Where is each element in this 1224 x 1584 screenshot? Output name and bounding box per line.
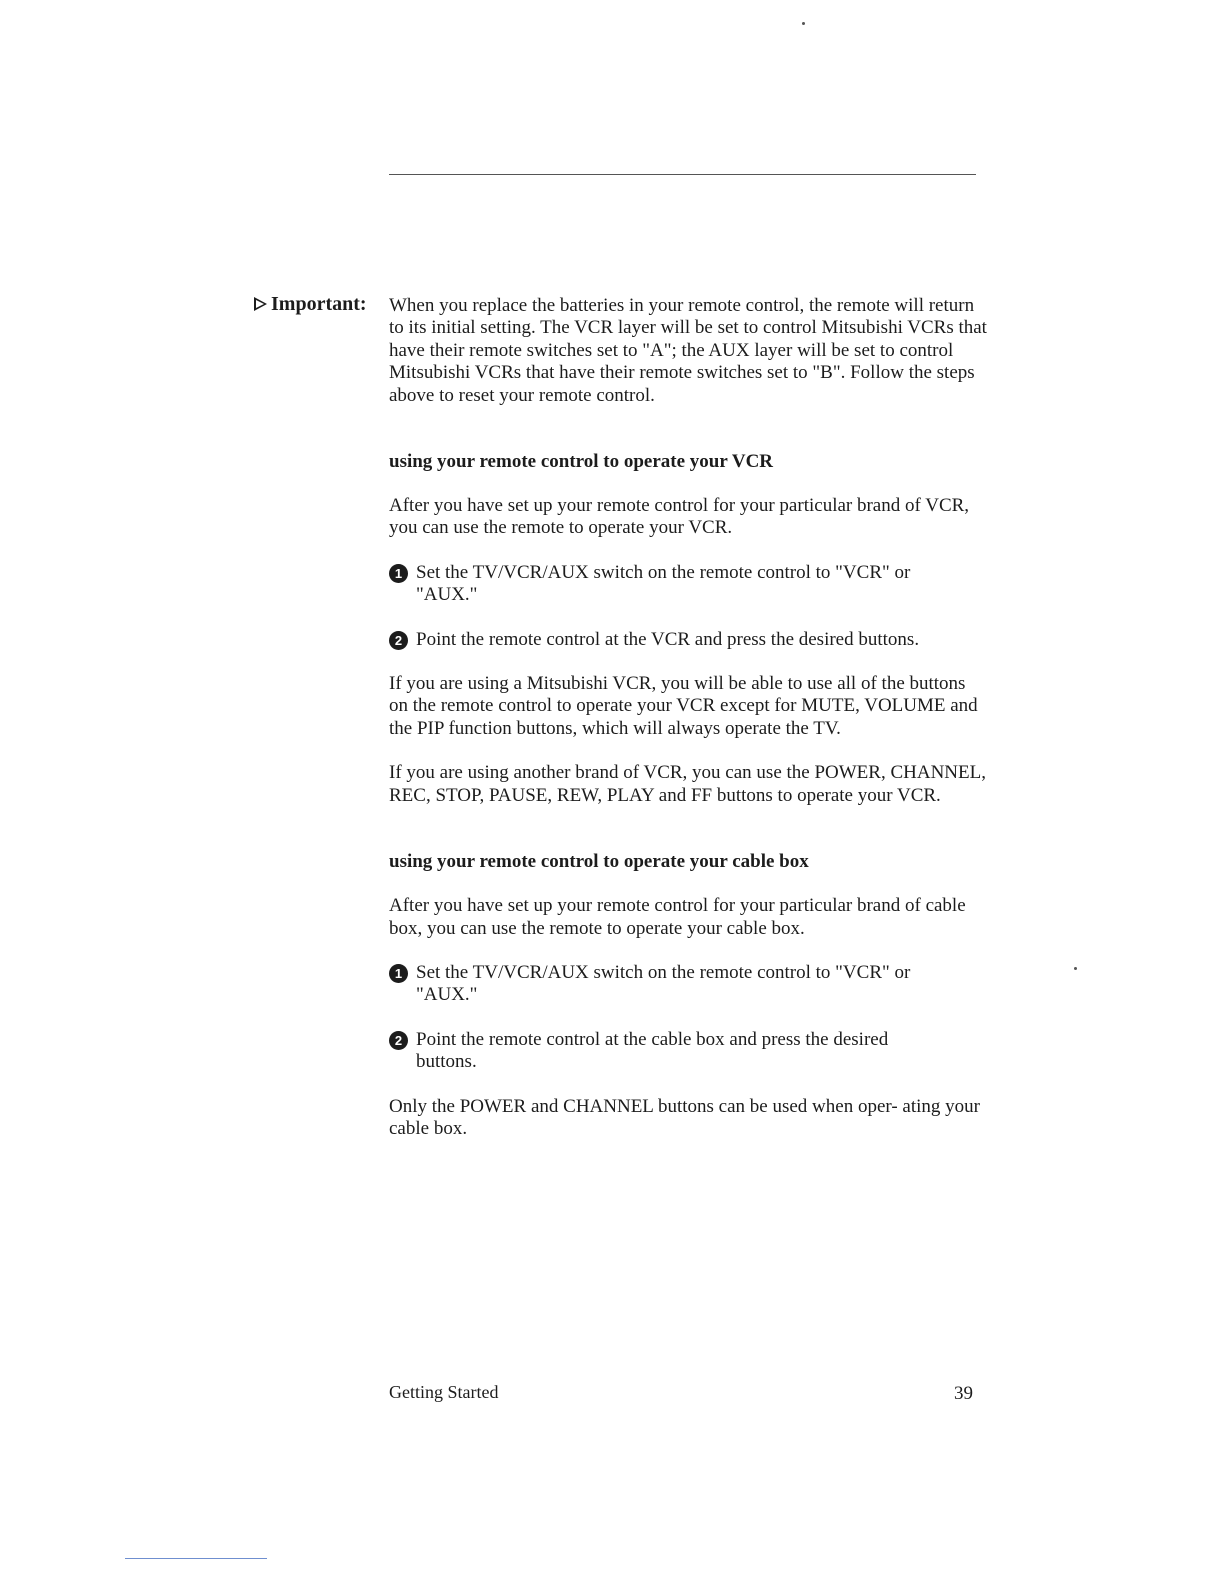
step-item bbox=[389, 562, 989, 607]
step-item bbox=[389, 1029, 989, 1074]
important-label bbox=[254, 293, 367, 315]
section-intro: After you have set up your remote control for your particular brand of cable box, you can use the remote to operate your cable box. bbox=[389, 895, 966, 939]
step-text: Point the remote control at the cable box and press the desired buttons. bbox=[416, 1028, 889, 1073]
important-note: When you replace the batteries in your remote control, the remote will return to its initial setting. The VCR layer will be set to control Mitsubishi VCRs that have their remote switches set to "A"; the AUX layer will be set to control Mitsubishi VCRs that have their remote switches set to "B". Follow the steps above to reset your remote control. bbox=[389, 295, 987, 406]
step-number-icon: 2 bbox=[389, 1031, 408, 1050]
scan-speck bbox=[802, 22, 805, 25]
body-paragraph: Only the POWER and CHANNEL buttons can be used when oper- ating your cable box. bbox=[389, 1095, 980, 1139]
section-vcr bbox=[389, 451, 989, 807]
footer-section-name: Getting Started bbox=[389, 1382, 499, 1402]
page-content bbox=[389, 295, 989, 1162]
step-number-icon: 1 bbox=[389, 564, 408, 583]
body-paragraph: If you are using another brand of VCR, you can use the POWER, CHANNEL, REC, STOP, PAUSE, REW, PLAY and FF buttons to operate your VCR. bbox=[389, 762, 986, 806]
section-cable-box bbox=[389, 851, 989, 1140]
important-label-text: Important: bbox=[271, 293, 367, 315]
body-paragraph: If you are using a Mitsubishi VCR, you will be able to use all of the buttons on the remote control to operate your VCR except for MUTE, VOLUME and the PIP function buttons, which will always operate the TV. bbox=[389, 673, 978, 739]
header-rule bbox=[389, 174, 976, 175]
section-heading: using your remote control to operate your cable box bbox=[389, 851, 809, 873]
bottom-rule bbox=[125, 1558, 267, 1559]
step-text: Point the remote control at the VCR and press the desired buttons. bbox=[416, 628, 920, 650]
step-number-icon: 2 bbox=[389, 631, 408, 650]
step-number-icon: 1 bbox=[389, 964, 408, 983]
section-intro: After you have set up your remote control for your particular brand of VCR, you can use the remote to operate your VCR. bbox=[389, 495, 970, 539]
triangle-pointer-icon bbox=[254, 297, 267, 311]
step-text: Set the TV/VCR/AUX switch on the remote control to "VCR" or "AUX." bbox=[416, 961, 911, 1006]
step-text: Set the TV/VCR/AUX switch on the remote control to "VCR" or "AUX." bbox=[416, 561, 911, 606]
step-item bbox=[389, 962, 989, 1007]
section-heading: using your remote control to operate your VCR bbox=[389, 451, 774, 473]
step-item bbox=[389, 629, 989, 651]
scan-speck bbox=[1074, 967, 1077, 970]
page-number: 39 bbox=[954, 1383, 973, 1404]
